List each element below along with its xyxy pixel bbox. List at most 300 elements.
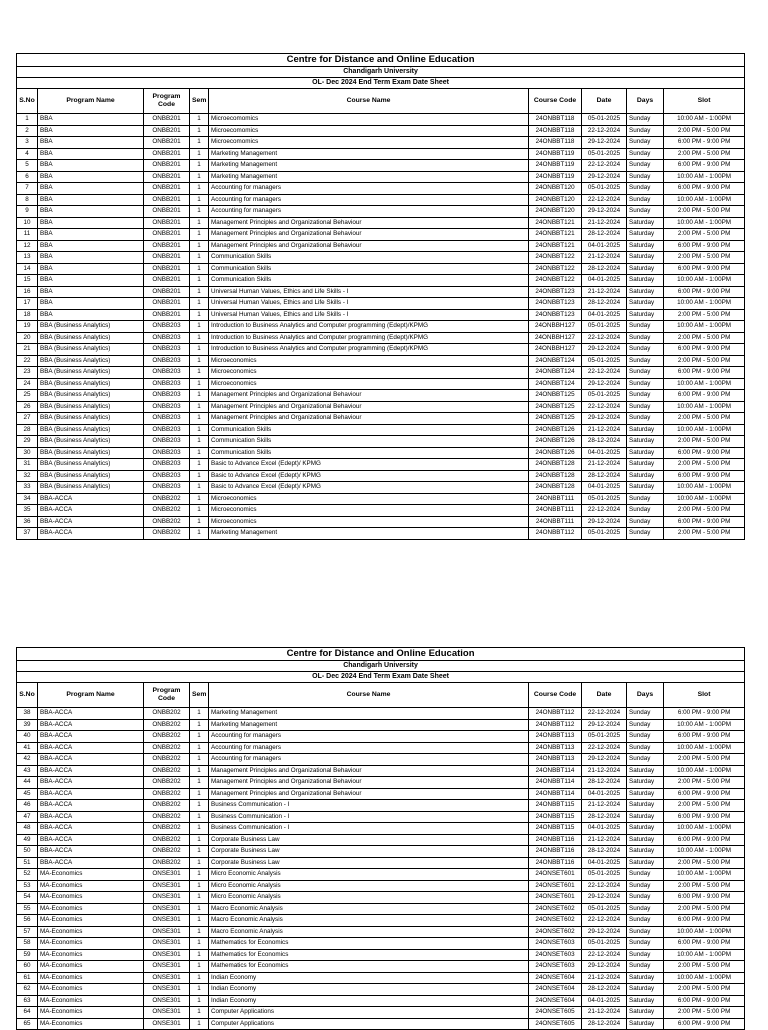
program-name-cell: BBA (Business Analytics): [38, 321, 144, 333]
day-cell: Sunday: [627, 493, 664, 505]
course-code-cell: 24ONBBT128: [529, 482, 582, 494]
semester-cell: 1: [190, 459, 209, 471]
day-cell: Saturday: [627, 1007, 664, 1019]
course-code-cell: 24ONBBT116: [529, 857, 582, 869]
program-name-cell: MA-Economics: [38, 995, 144, 1007]
date-cell: 21-12-2024: [582, 459, 627, 471]
course-name-cell: Microecomomics: [209, 114, 529, 126]
course-code-cell: 24ONBBT116: [529, 846, 582, 858]
slot-cell: 2:00 PM - 5:00 PM: [664, 229, 745, 241]
program-code-cell: ONBB202: [144, 857, 190, 869]
serial-number-cell: 45: [17, 788, 38, 800]
table-row: [17, 857, 745, 869]
semester-cell: 1: [190, 229, 209, 241]
course-code-cell: 24ONBBT119: [529, 171, 582, 183]
semester-cell: 1: [190, 788, 209, 800]
serial-number-cell: 7: [17, 183, 38, 195]
slot-cell: 6:00 PM - 9:00 PM: [664, 263, 745, 275]
program-code-cell: ONSE301: [144, 926, 190, 938]
program-code-cell: ONSE301: [144, 938, 190, 950]
program-name-cell: MA-Economics: [38, 1007, 144, 1019]
program-code-cell: ONBB203: [144, 367, 190, 379]
program-code-cell: ONBB201: [144, 240, 190, 252]
program-code-cell: ONSE301: [144, 949, 190, 961]
course-code-cell: 24ONSET605: [529, 1018, 582, 1030]
date-cell: 04-01-2025: [582, 823, 627, 835]
program-code-cell: ONBB201: [144, 183, 190, 195]
course-code-cell: 24ONBBT114: [529, 788, 582, 800]
slot-cell: 10:00 AM - 1:00PM: [664, 217, 745, 229]
program-code-cell: ONBB203: [144, 482, 190, 494]
semester-cell: 1: [190, 482, 209, 494]
course-code-cell: 24ONBBT125: [529, 390, 582, 402]
table-row: [17, 137, 745, 149]
serial-number-cell: 5: [17, 160, 38, 172]
day-cell: Saturday: [627, 436, 664, 448]
program-name-cell: BBA-ACCA: [38, 516, 144, 528]
serial-number-cell: 64: [17, 1007, 38, 1019]
slot-cell: 6:00 PM - 9:00 PM: [664, 344, 745, 356]
table-row: [17, 321, 745, 333]
slot-header: Slot: [664, 89, 745, 114]
date-cell: 28-12-2024: [582, 263, 627, 275]
serial-number-cell: 6: [17, 171, 38, 183]
day-cell: Sunday: [627, 401, 664, 413]
semester-cell: 1: [190, 321, 209, 333]
course-name-cell: Management Principles and Organizational Behaviour: [209, 765, 529, 777]
slot-cell: 6:00 PM - 9:00 PM: [664, 731, 745, 743]
semester-cell: 1: [190, 263, 209, 275]
program-code-cell: ONBB202: [144, 528, 190, 540]
table-row: [17, 903, 745, 915]
serial-number-cell: 8: [17, 194, 38, 206]
program-name-cell: BBA-ACCA: [38, 765, 144, 777]
serial-number-cell: 41: [17, 742, 38, 754]
course-code-cell: 24ONBBH127: [529, 344, 582, 356]
course-name-cell: Indian Economy: [209, 995, 529, 1007]
table-row: [17, 298, 745, 310]
serial-number-cell: 56: [17, 915, 38, 927]
days-header: Days: [627, 683, 664, 708]
course-code-cell: 24ONBBT112: [529, 528, 582, 540]
semester-cell: 1: [190, 309, 209, 321]
date-cell: 04-01-2025: [582, 857, 627, 869]
serial-number-cell: 44: [17, 777, 38, 789]
table-row: [17, 114, 745, 126]
serial-number-cell: 24: [17, 378, 38, 390]
slot-cell: 2:00 PM - 5:00 PM: [664, 505, 745, 517]
table-row: [17, 880, 745, 892]
semester-cell: 1: [190, 1007, 209, 1019]
table-row: [17, 926, 745, 938]
slot-cell: 6:00 PM - 9:00 PM: [664, 892, 745, 904]
semester-cell: 1: [190, 252, 209, 264]
program-code-cell: ONBB203: [144, 321, 190, 333]
semester-cell: 1: [190, 516, 209, 528]
slot-cell: 2:00 PM - 5:00 PM: [664, 754, 745, 766]
course-name-cell: Communication Skills: [209, 436, 529, 448]
table-row: [17, 742, 745, 754]
course-name-cell: Communication Skills: [209, 263, 529, 275]
day-cell: Sunday: [627, 938, 664, 950]
date-cell: 29-12-2024: [582, 516, 627, 528]
date-cell: 22-12-2024: [582, 125, 627, 137]
date-cell: 05-01-2025: [582, 493, 627, 505]
day-cell: Saturday: [627, 447, 664, 459]
day-cell: Sunday: [627, 114, 664, 126]
course-name-cell: Accounting for managers: [209, 742, 529, 754]
course-code-cell: 24ONBBT116: [529, 834, 582, 846]
program-code-cell: ONBB201: [144, 309, 190, 321]
university-name-row: [17, 67, 745, 78]
course-code-cell: 24ONBBT121: [529, 217, 582, 229]
program-name-cell: BBA (Business Analytics): [38, 436, 144, 448]
semester-cell: 1: [190, 742, 209, 754]
day-cell: Sunday: [627, 880, 664, 892]
date-sheet-table-1: [16, 53, 744, 540]
course-code-cell: 24ONBBT114: [529, 777, 582, 789]
program-code-cell: ONBB201: [144, 194, 190, 206]
course-code-cell: 24ONBBT126: [529, 424, 582, 436]
program-code-cell: ONBB202: [144, 731, 190, 743]
table-row: [17, 869, 745, 881]
semester-cell: 1: [190, 493, 209, 505]
semester-cell: 1: [190, 160, 209, 172]
serial-number-cell: 9: [17, 206, 38, 218]
serial-number-cell: 38: [17, 708, 38, 720]
table-row: [17, 961, 745, 973]
semester-cell: 1: [190, 857, 209, 869]
semester-cell: 1: [190, 470, 209, 482]
date-cell: 29-12-2024: [582, 344, 627, 356]
serial-number-cell: 52: [17, 869, 38, 881]
date-cell: 21-12-2024: [582, 286, 627, 298]
course-code-cell: 24ONBBT125: [529, 401, 582, 413]
day-cell: Saturday: [627, 972, 664, 984]
slot-cell: 2:00 PM - 5:00 PM: [664, 880, 745, 892]
table-row: [17, 436, 745, 448]
slot-cell: 2:00 PM - 5:00 PM: [664, 252, 745, 264]
program-code-cell: ONBB202: [144, 754, 190, 766]
day-cell: Saturday: [627, 286, 664, 298]
serial-number-cell: 31: [17, 459, 38, 471]
serial-number-cell: 61: [17, 972, 38, 984]
slot-cell: 6:00 PM - 9:00 PM: [664, 183, 745, 195]
slot-cell: 10:00 AM - 1:00PM: [664, 321, 745, 333]
course-code-cell: 24ONSET603: [529, 938, 582, 950]
date-cell: 04-01-2025: [582, 482, 627, 494]
program-code-cell: ONBB202: [144, 505, 190, 517]
program-name-cell: BBA: [38, 240, 144, 252]
program-name-cell: BBA-ACCA: [38, 846, 144, 858]
date-cell: 04-01-2025: [582, 788, 627, 800]
program-name-cell: MA-Economics: [38, 972, 144, 984]
date-cell: 05-01-2025: [582, 114, 627, 126]
day-cell: Saturday: [627, 309, 664, 321]
slot-cell: 6:00 PM - 9:00 PM: [664, 367, 745, 379]
semester-cell: 1: [190, 332, 209, 344]
course-code-cell: 24ONBBT118: [529, 125, 582, 137]
table-row: [17, 367, 745, 379]
table-row: [17, 390, 745, 402]
program-code-cell: ONSE301: [144, 961, 190, 973]
date-cell: 22-12-2024: [582, 332, 627, 344]
program-code-cell: ONBB203: [144, 424, 190, 436]
header-row: [17, 89, 745, 114]
course-name-cell: Business Communication - I: [209, 823, 529, 835]
table-row: [17, 206, 745, 218]
program-name-cell: BBA: [38, 137, 144, 149]
course-code-cell: 24ONBBT120: [529, 206, 582, 218]
date-cell: 28-12-2024: [582, 470, 627, 482]
date-cell: 05-01-2025: [582, 938, 627, 950]
slot-cell: 2:00 PM - 5:00 PM: [664, 436, 745, 448]
date-cell: 22-12-2024: [582, 194, 627, 206]
course-code-cell: 24ONSET604: [529, 984, 582, 996]
program-code-header: Program Code: [144, 683, 190, 708]
program-name-cell: BBA: [38, 309, 144, 321]
program-code-cell: ONBB203: [144, 344, 190, 356]
day-cell: Saturday: [627, 823, 664, 835]
day-cell: Sunday: [627, 378, 664, 390]
serial-number-cell: 33: [17, 482, 38, 494]
date-cell: 21-12-2024: [582, 972, 627, 984]
sheet-title: Centre for Distance and Online Education: [17, 648, 745, 661]
day-cell: Saturday: [627, 995, 664, 1007]
semester-cell: 1: [190, 984, 209, 996]
table-row: [17, 148, 745, 160]
program-name-cell: BBA (Business Analytics): [38, 355, 144, 367]
program-name-cell: BBA-ACCA: [38, 493, 144, 505]
course-name-cell: Mathematics for Economics: [209, 938, 529, 950]
program-name-cell: BBA (Business Analytics): [38, 401, 144, 413]
semester-cell: 1: [190, 528, 209, 540]
date-cell: 28-12-2024: [582, 298, 627, 310]
slot-cell: 2:00 PM - 5:00 PM: [664, 1007, 745, 1019]
day-cell: Sunday: [627, 505, 664, 517]
day-cell: Sunday: [627, 355, 664, 367]
program-code-cell: ONBB202: [144, 800, 190, 812]
slot-cell: 2:00 PM - 5:00 PM: [664, 413, 745, 425]
program-code-cell: ONSE301: [144, 995, 190, 1007]
semester-cell: 1: [190, 972, 209, 984]
serial-number-cell: 47: [17, 811, 38, 823]
date-cell: 28-12-2024: [582, 846, 627, 858]
slot-cell: 2:00 PM - 5:00 PM: [664, 125, 745, 137]
course-name-cell: Communication Skills: [209, 252, 529, 264]
day-cell: Saturday: [627, 240, 664, 252]
course-code-cell: 24ONBBT118: [529, 137, 582, 149]
date-cell: 29-12-2024: [582, 413, 627, 425]
course-code-cell: 24ONBBT122: [529, 252, 582, 264]
slot-cell: 6:00 PM - 9:00 PM: [664, 137, 745, 149]
exam-sheet-subtitle: OL- Dec 2024 End Term Exam Date Sheet: [17, 672, 745, 683]
table-row: [17, 719, 745, 731]
course-code-cell: 24ONBBT124: [529, 378, 582, 390]
course-name-cell: Corporate Business Law: [209, 857, 529, 869]
course-name-cell: Corporate Business Law: [209, 834, 529, 846]
program-name-cell: BBA (Business Analytics): [38, 332, 144, 344]
table-row: [17, 505, 745, 517]
sem-header: Sem: [190, 683, 209, 708]
program-code-cell: ONBB202: [144, 811, 190, 823]
slot-cell: 6:00 PM - 9:00 PM: [664, 1018, 745, 1030]
slot-cell: 10:00 AM - 1:00PM: [664, 114, 745, 126]
course-name-cell: Universal Human Values, Ethics and Life Skills - I: [209, 309, 529, 321]
date-cell: 29-12-2024: [582, 926, 627, 938]
date-cell: 05-01-2025: [582, 528, 627, 540]
serial-number-cell: 48: [17, 823, 38, 835]
serial-number-cell: 14: [17, 263, 38, 275]
slot-cell: 10:00 AM - 1:00PM: [664, 972, 745, 984]
semester-cell: 1: [190, 344, 209, 356]
program-code-cell: ONSE301: [144, 892, 190, 904]
course-name-cell: Marketing Management: [209, 708, 529, 720]
program-name-cell: BBA-ACCA: [38, 719, 144, 731]
slot-cell: 6:00 PM - 9:00 PM: [664, 995, 745, 1007]
day-cell: Sunday: [627, 194, 664, 206]
program-code-cell: ONBB201: [144, 206, 190, 218]
semester-cell: 1: [190, 869, 209, 881]
program-code-cell: ONBB201: [144, 114, 190, 126]
day-cell: Saturday: [627, 984, 664, 996]
university-name: Chandigarh University: [17, 67, 745, 78]
table-row: [17, 516, 745, 528]
date-cell: 04-01-2025: [582, 447, 627, 459]
table-row: [17, 447, 745, 459]
day-cell: Saturday: [627, 777, 664, 789]
date-cell: 28-12-2024: [582, 984, 627, 996]
serial-number-cell: 62: [17, 984, 38, 996]
program-code-cell: ONSE301: [144, 972, 190, 984]
serial-number-cell: 37: [17, 528, 38, 540]
course-name-cell: Microeconomics: [209, 493, 529, 505]
program-name-cell: MA-Economics: [38, 961, 144, 973]
date-cell: 22-12-2024: [582, 708, 627, 720]
day-cell: Saturday: [627, 229, 664, 241]
semester-cell: 1: [190, 424, 209, 436]
date-cell: 29-12-2024: [582, 171, 627, 183]
course-name-cell: Accounting for managers: [209, 183, 529, 195]
date-cell: 22-12-2024: [582, 949, 627, 961]
table-row: [17, 995, 745, 1007]
day-cell: Sunday: [627, 926, 664, 938]
program-name-cell: MA-Economics: [38, 949, 144, 961]
semester-cell: 1: [190, 1018, 209, 1030]
days-header: Days: [627, 89, 664, 114]
serial-number-cell: 25: [17, 390, 38, 402]
table-row: [17, 777, 745, 789]
program-code-cell: ONBB201: [144, 263, 190, 275]
program-name-cell: BBA-ACCA: [38, 754, 144, 766]
course-name-cell: Marketing Management: [209, 160, 529, 172]
semester-cell: 1: [190, 811, 209, 823]
program-name-cell: BBA-ACCA: [38, 800, 144, 812]
program-name-cell: BBA (Business Analytics): [38, 378, 144, 390]
serial-number-cell: 28: [17, 424, 38, 436]
course-code-cell: 24ONBBT112: [529, 719, 582, 731]
serial-number-cell: 34: [17, 493, 38, 505]
day-cell: Sunday: [627, 344, 664, 356]
day-cell: Sunday: [627, 719, 664, 731]
slot-cell: 6:00 PM - 9:00 PM: [664, 788, 745, 800]
course-name-cell: Introduction to Business Analytics and Computer programming (Edept)/KPMG: [209, 332, 529, 344]
serial-number-cell: 29: [17, 436, 38, 448]
table-row: [17, 823, 745, 835]
date-cell: 21-12-2024: [582, 424, 627, 436]
course-code-cell: 24ONBBT113: [529, 742, 582, 754]
date-cell: 22-12-2024: [582, 160, 627, 172]
slot-cell: 10:00 AM - 1:00PM: [664, 719, 745, 731]
course-code-cell: 24ONSET602: [529, 903, 582, 915]
slot-cell: 10:00 AM - 1:00PM: [664, 493, 745, 505]
course-name-cell: Basic to Advance Excel (Edept)/ KPMG: [209, 459, 529, 471]
table-row: [17, 413, 745, 425]
program-code-cell: ONBB203: [144, 401, 190, 413]
course-name-cell: Universal Human Values, Ethics and Life Skills - I: [209, 286, 529, 298]
program-name-cell: BBA-ACCA: [38, 823, 144, 835]
course-code-cell: 24ONBBT113: [529, 731, 582, 743]
slot-cell: 10:00 AM - 1:00PM: [664, 275, 745, 287]
program-code-cell: ONBB201: [144, 298, 190, 310]
semester-cell: 1: [190, 708, 209, 720]
date-cell: 21-12-2024: [582, 1007, 627, 1019]
date-cell: 04-01-2025: [582, 240, 627, 252]
table-row: [17, 171, 745, 183]
slot-cell: 6:00 PM - 9:00 PM: [664, 834, 745, 846]
serial-number-cell: 39: [17, 719, 38, 731]
date-sheet-table-2: [16, 647, 744, 1030]
program-code-cell: ONBB201: [144, 171, 190, 183]
course-code-cell: 24ONSET601: [529, 880, 582, 892]
course-code-cell: 24ONBBT128: [529, 459, 582, 471]
day-cell: Saturday: [627, 252, 664, 264]
date-cell: 22-12-2024: [582, 915, 627, 927]
program-code-cell: ONBB203: [144, 378, 190, 390]
program-name-cell: BBA-ACCA: [38, 505, 144, 517]
day-cell: Saturday: [627, 263, 664, 275]
serial-number-cell: 54: [17, 892, 38, 904]
semester-cell: 1: [190, 926, 209, 938]
day-cell: Sunday: [627, 125, 664, 137]
table-row: [17, 949, 745, 961]
serial-number-cell: 19: [17, 321, 38, 333]
semester-cell: 1: [190, 206, 209, 218]
date-cell: 22-12-2024: [582, 367, 627, 379]
program-name-cell: MA-Economics: [38, 903, 144, 915]
course-name-cell: Marketing Management: [209, 528, 529, 540]
sno-header: S.No: [17, 89, 38, 114]
day-cell: Saturday: [627, 217, 664, 229]
day-cell: Sunday: [627, 413, 664, 425]
course-code-cell: 24ONBBT114: [529, 765, 582, 777]
course-code-cell: 24ONBBT111: [529, 516, 582, 528]
semester-cell: 1: [190, 148, 209, 160]
day-cell: Sunday: [627, 321, 664, 333]
date-cell: 21-12-2024: [582, 765, 627, 777]
day-cell: Saturday: [627, 800, 664, 812]
table-row: [17, 493, 745, 505]
day-cell: Saturday: [627, 857, 664, 869]
slot-header: Slot: [664, 683, 745, 708]
program-code-cell: ONBB203: [144, 470, 190, 482]
exam-date-table: [16, 647, 745, 1030]
date-cell: 05-01-2025: [582, 355, 627, 367]
course-code-cell: 24ONBBT120: [529, 194, 582, 206]
table-row: [17, 309, 745, 321]
slot-cell: 6:00 PM - 9:00 PM: [664, 915, 745, 927]
course-name-cell: Management Principles and Organizational Behaviour: [209, 788, 529, 800]
